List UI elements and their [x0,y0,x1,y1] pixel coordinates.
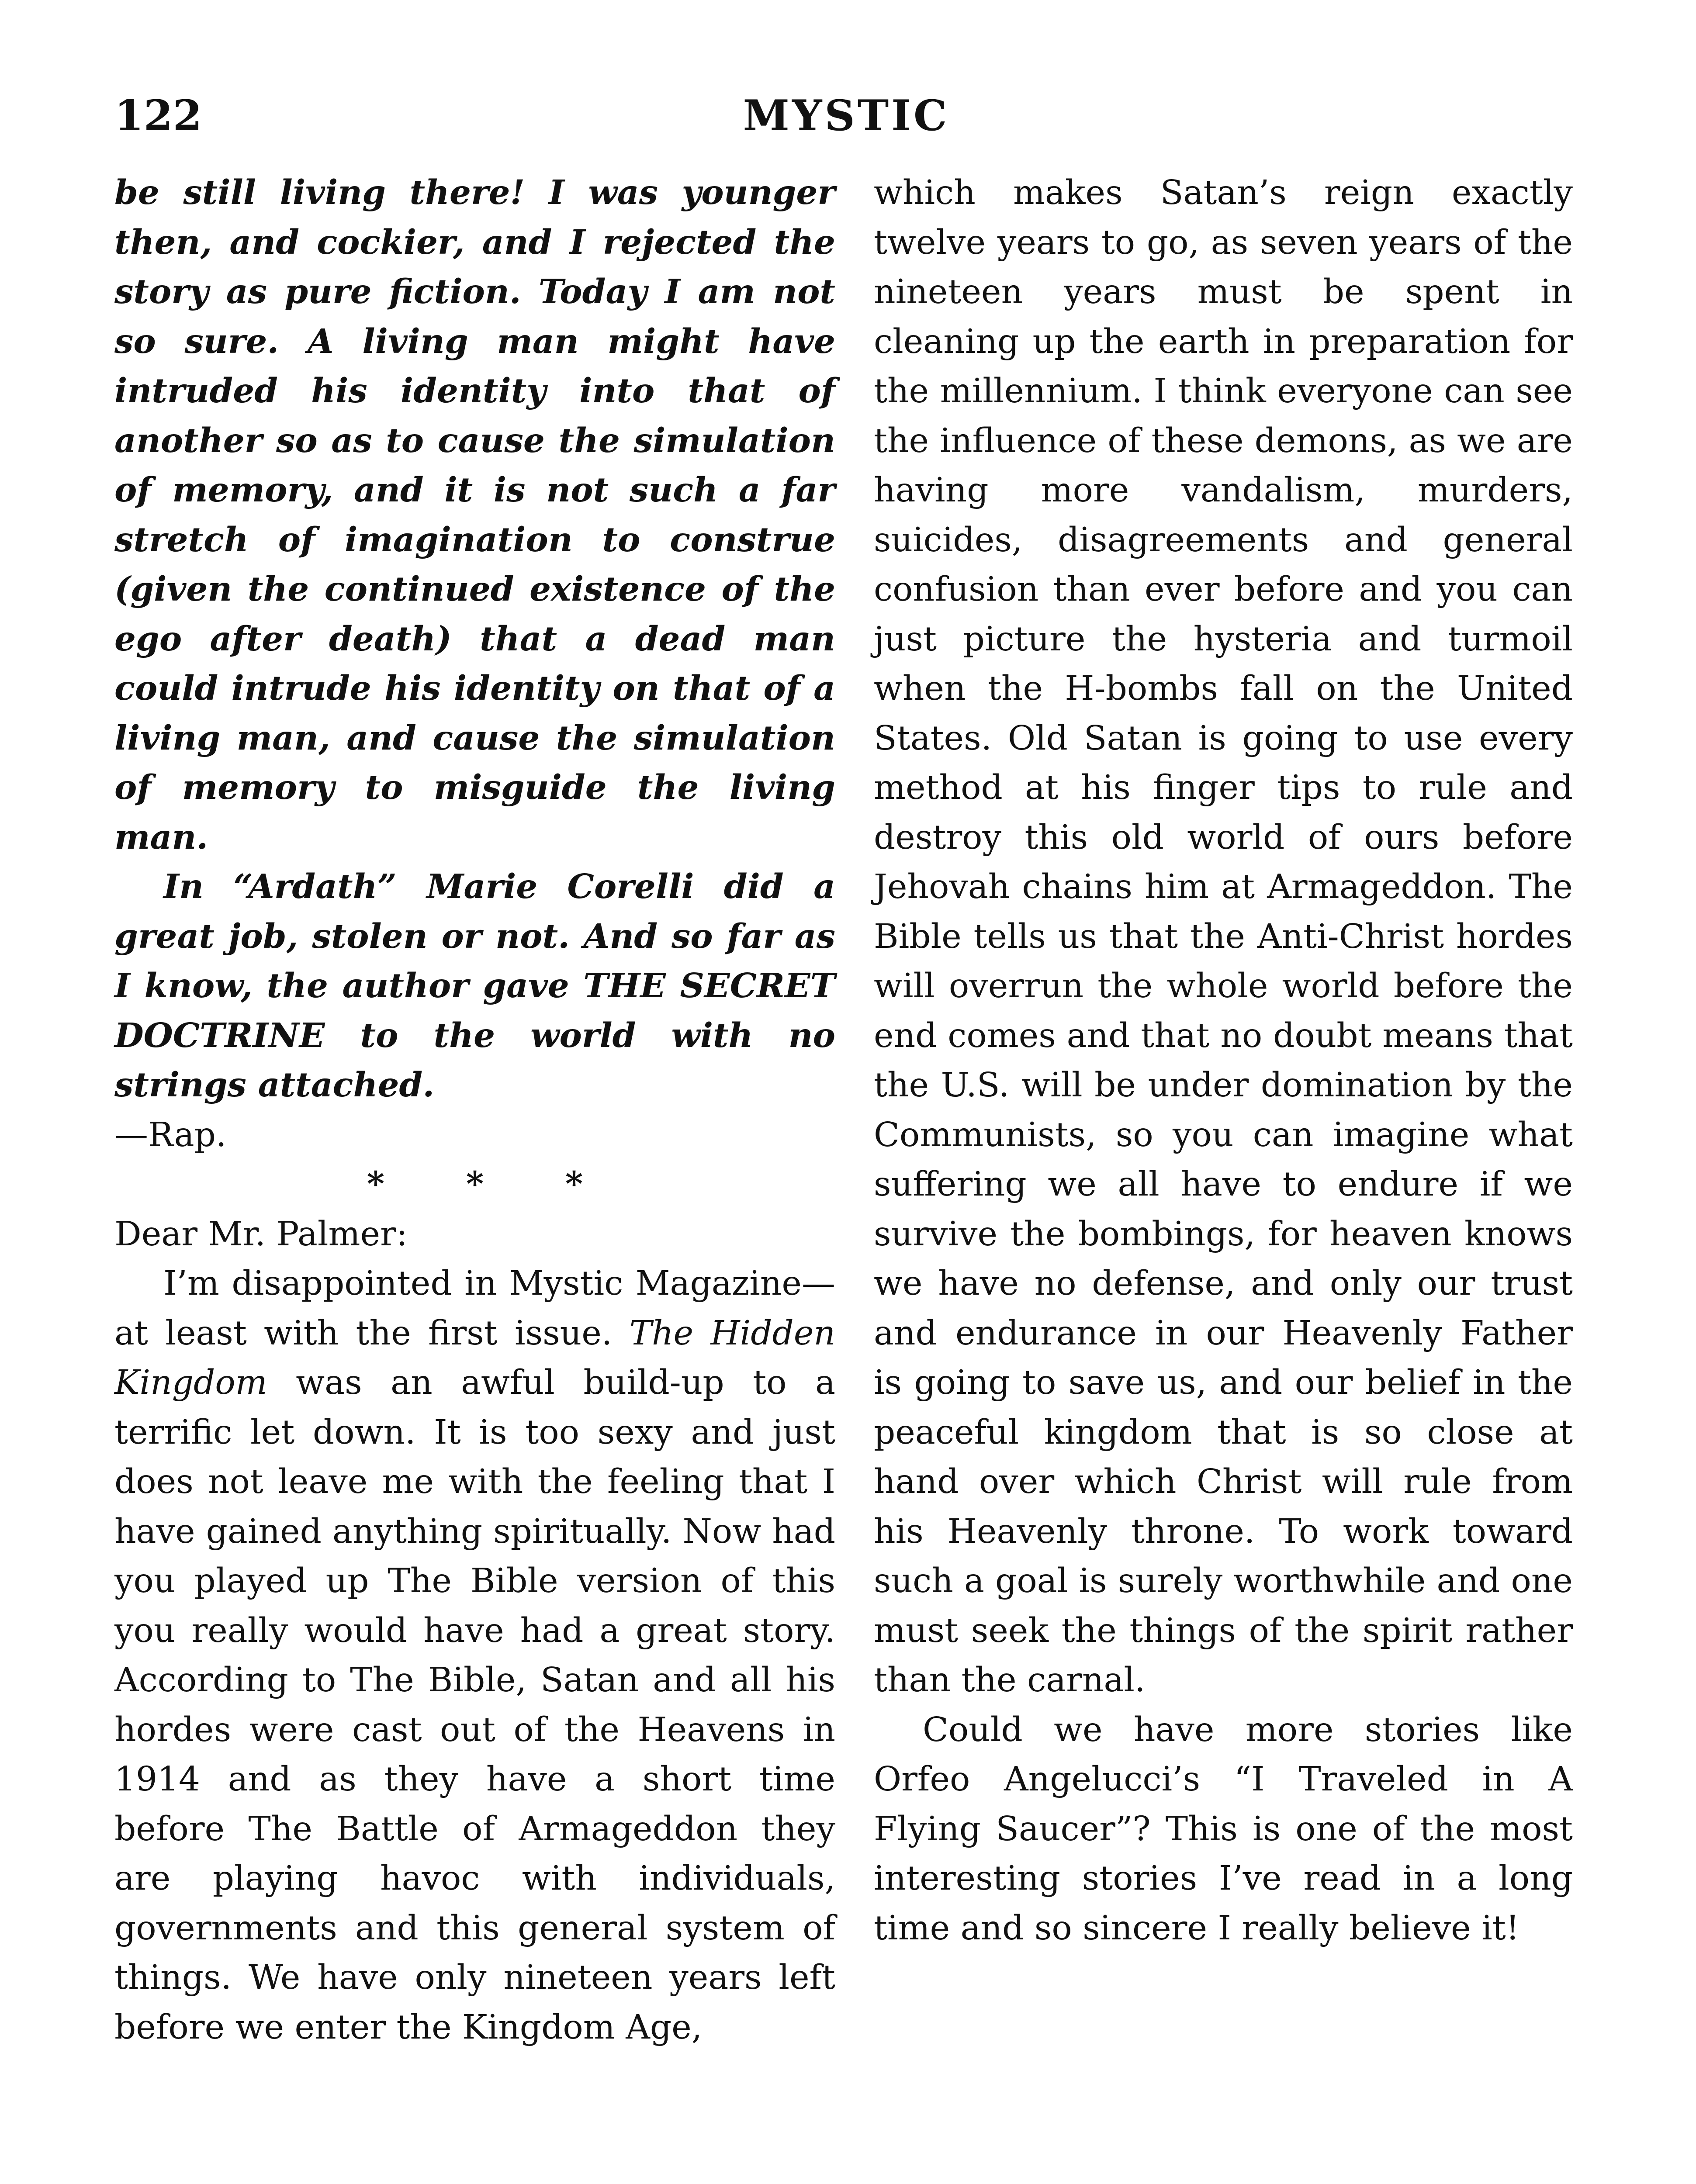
signature: —Rap. [114,1115,227,1154]
left-continuation-paragraph: be still living there! I was younger then, and cockier, and I rejected the story as pure fiction. Today I am not so sure. A living man might have intruded his identity into that of another so as to cause the simulation of memory, and it is not such a far stretch of imagination to construe (given the continued existence of the ego after death) that a dead man could intrude his identity on that of a living man, and cause the simulation of memory to misguide the living man. [114,173,835,857]
letter-text-end: was an awful build-up to a terrific let down. It is too sexy and just does not leave me with the feeling that I have gained anything spiritually. Now had you played up The Bible version of this you really would have had a great story. According to The Bible, Satan and all his hordes were cast out of the Heavens in 1914 and as they have a short time before The Battle of Armageddon they are playing havoc with individuals, governments and this general system of things. We have only nineteen years left before we enter the Kingdom Age, [114,1363,835,2047]
ardath-paragraph [114,862,835,1110]
letter-text-start: I’m disappointed in Mystic Magazine—at least with the first issue. [114,1264,835,1353]
ardath-text-start: In “Ardath” Marie Corelli did a great job, stolen or not. And so far as I know, the author gave [114,867,835,1006]
right-column [874,168,1573,1953]
section-separator: * * * [367,1165,618,1204]
closing-paragraph: Could we have more stories like Orfeo Angelucci’s “I Traveled in A Flying Saucer”? This is one of the most interesting stories I’ve read in a long time and so sincere I really believe it! [874,1710,1573,1948]
story-title: The Hidden Kingdom [114,1313,835,1402]
letter-paragraph [114,1259,835,2052]
right-continuation-paragraph: which makes Satan’s reign exactly twelve years to go, as seven years of the nineteen years must be spent in cleaning up the earth in preparation for the millennium. I think everyone can see the influence of these demons, as we are having more vandalism, murders, suicides, disagreements and general confusion than ever before and you can just picture the hysteria and turmoil when the H-bombs fall on the United States. Old Satan is going to use every method at his finger tips to rule and destroy this old world of ours before Jehovah chains him at Armageddon. The Bible tells us that the Anti-Christ hordes will overrun the whole world before the end comes and that no doubt means that the U.S. will be under domination by the Communists, so you can imagine what suffering we all have to endure if we survive the bombings, for heaven knows we have no defense, and only our trust and endurance in our Heavenly Father is going to save us, and our belief in the peaceful kingdom that is so close at hand over which Christ will rule from his Heavenly throne. To work toward such a goal is surely worthwhile and one must seek the things of the spirit rather than the carnal. [874,173,1573,1700]
running-head: MYSTIC [743,91,950,140]
page-header [114,87,1578,144]
book-title: THE SECRET DOCTRINE [114,966,836,1055]
ardath-text-end: to the world with no strings attached. [114,1016,835,1105]
letter-salutation: Dear Mr. Palmer: [114,1214,408,1254]
page-number: 122 [114,91,202,140]
left-column [114,168,835,2052]
